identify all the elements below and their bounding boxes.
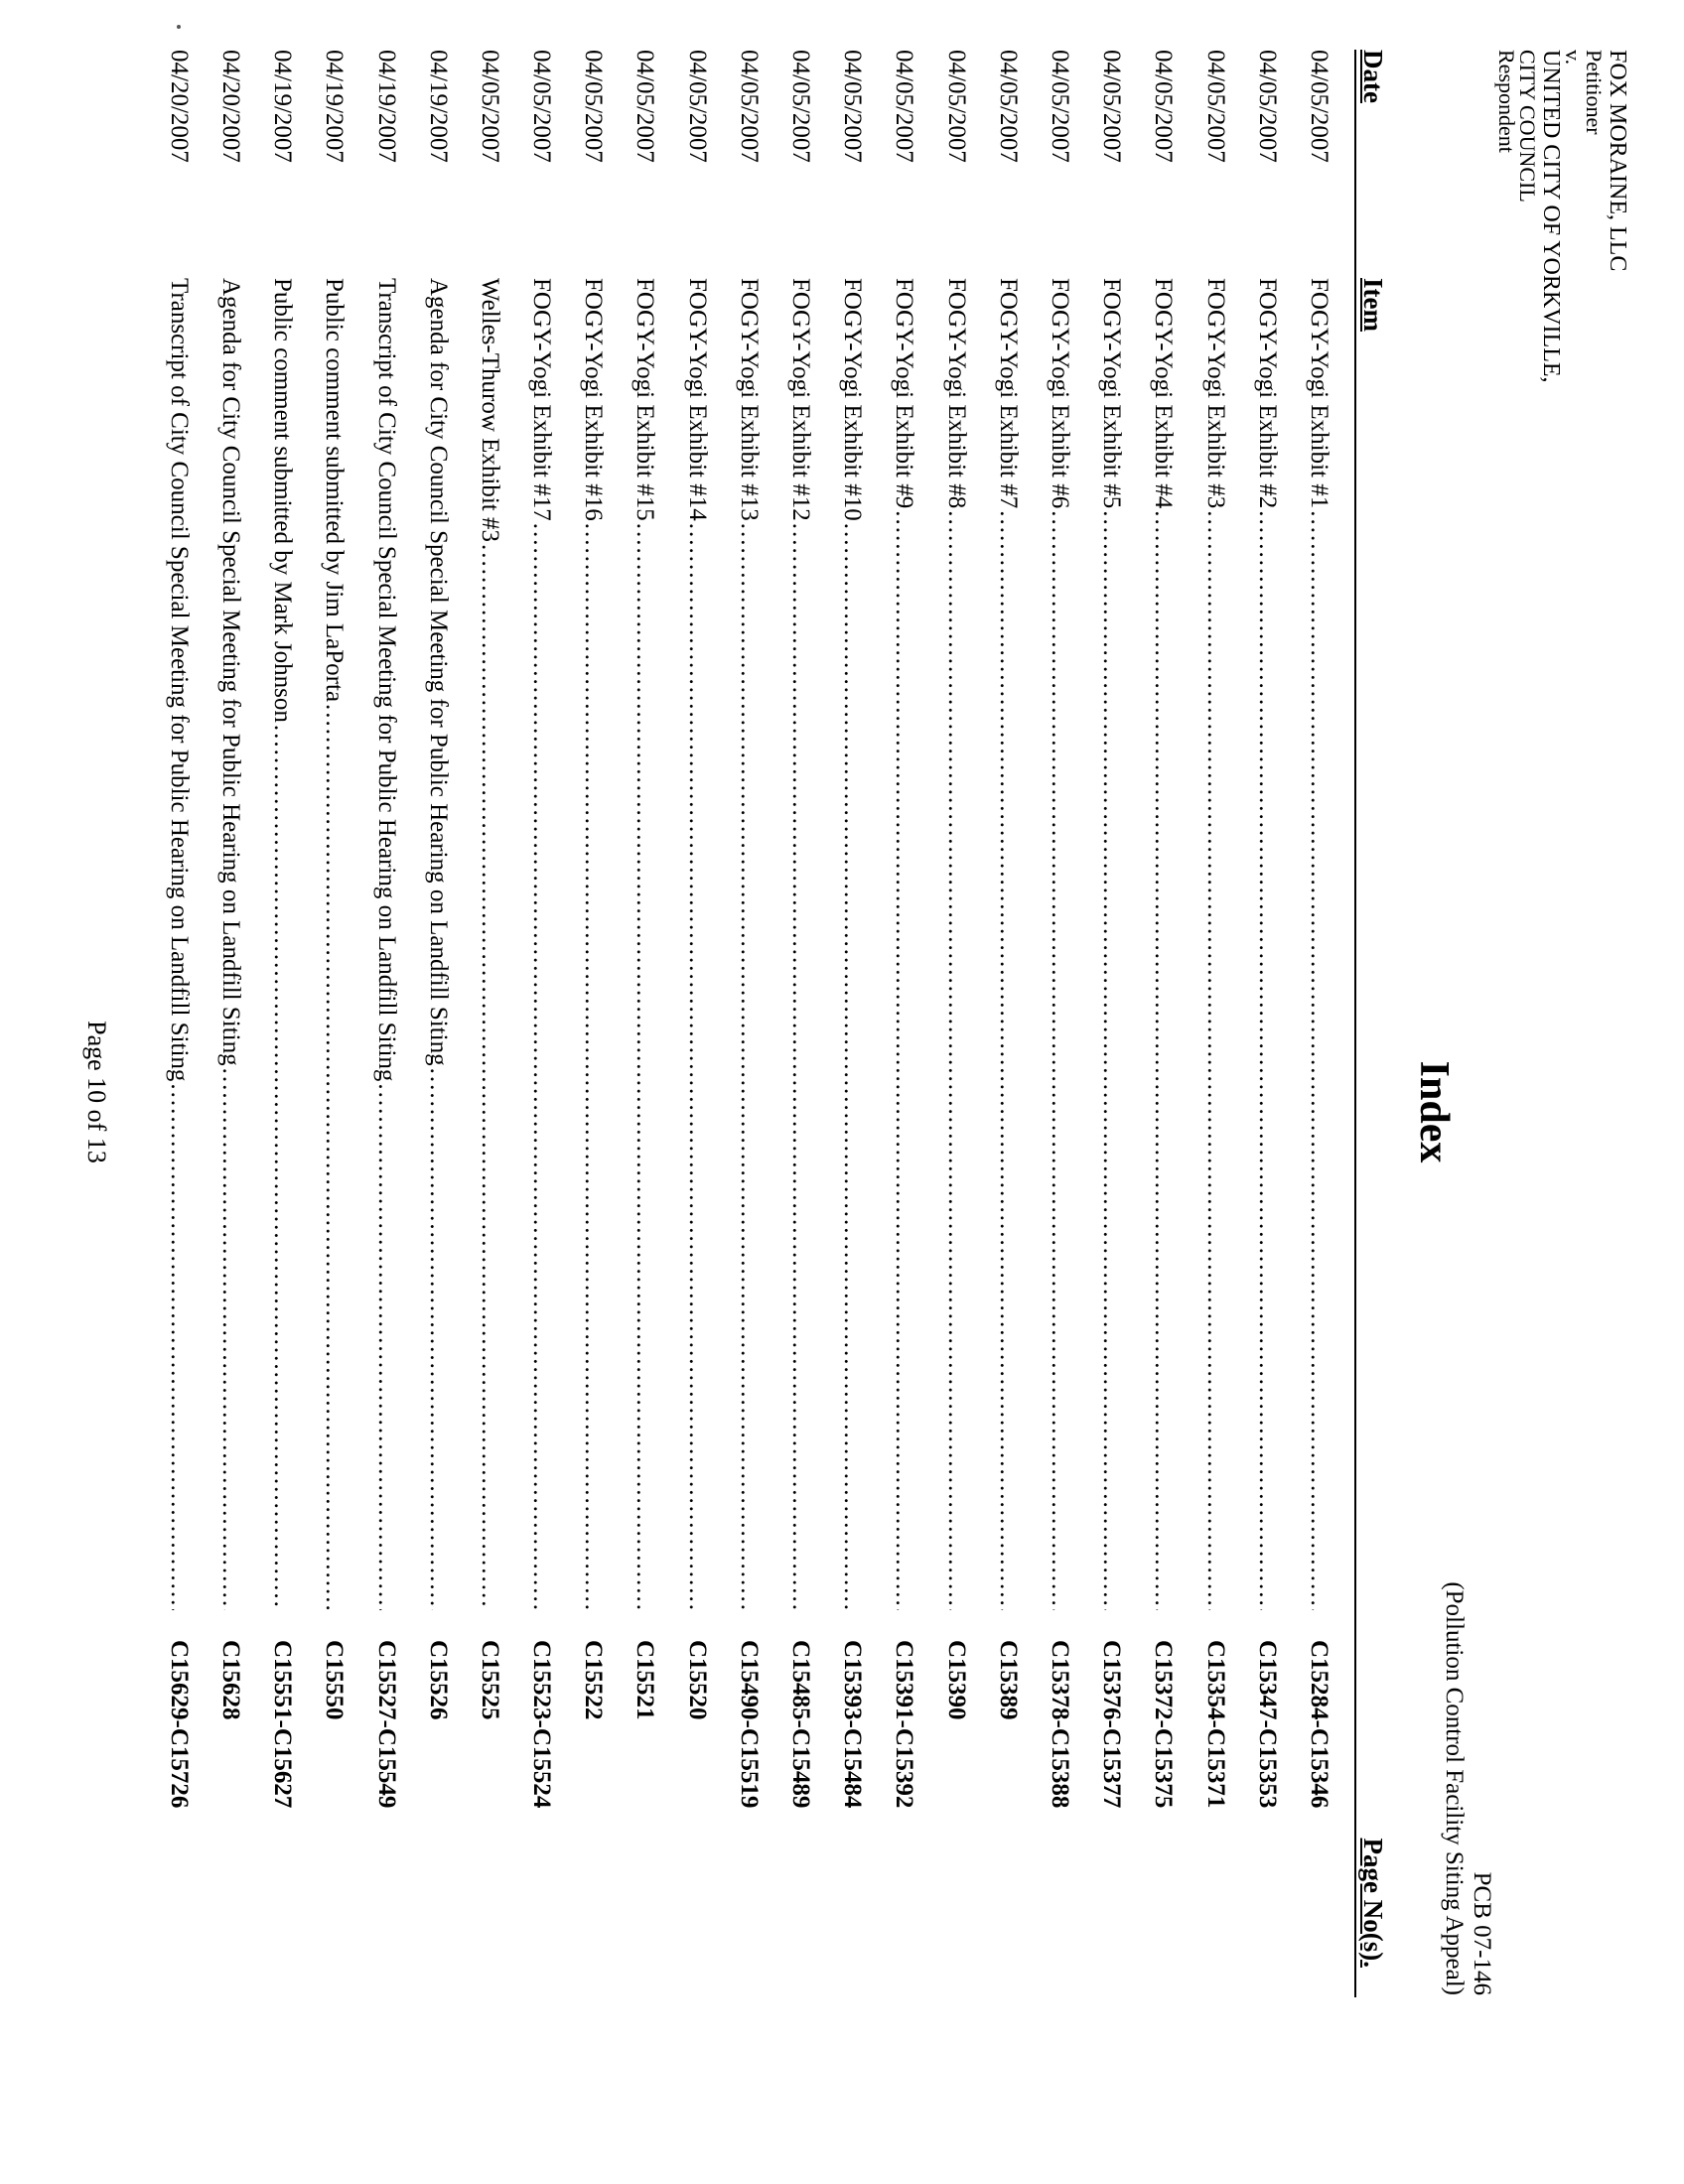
- row-page: C15521: [632, 1640, 659, 1720]
- row-item: Transcript of City Council Special Meeting for Public Hearing on Landfill Siting: [165, 278, 193, 1082]
- case-description: (Pollution Control Facility Siting Appeal): [1441, 1581, 1468, 1995]
- table-row: [308, 50, 359, 1997]
- row-item-cell: [786, 278, 814, 1610]
- row-item-cell: [838, 278, 866, 1610]
- row-page: C15523-C15524: [528, 1640, 556, 1809]
- row-item-cell: [683, 278, 711, 1610]
- row-page: C15389: [994, 1640, 1022, 1720]
- dot-leader: [268, 725, 296, 1610]
- respondent-role: Respondent: [1494, 50, 1519, 153]
- table-row: [1189, 50, 1240, 1997]
- row-item-cell: [424, 278, 452, 1610]
- header-item: Item: [1358, 278, 1388, 332]
- row-page: C15347-C15353: [1253, 1640, 1281, 1809]
- case-info: [1440, 1581, 1495, 1995]
- row-date: 04/20/2007: [216, 50, 244, 163]
- petitioner-role: Petitioner: [1582, 50, 1607, 135]
- row-item: FOGY-Yogi Exhibit #15: [632, 278, 659, 521]
- row-page: C15378-C15388: [1046, 1640, 1073, 1809]
- row-item: FOGY-Yogi Exhibit #16: [580, 278, 608, 521]
- row-item: FOGY-Yogi Exhibit #7: [994, 278, 1022, 509]
- row-item: FOGY-Yogi Exhibit #3: [1201, 278, 1229, 509]
- row-page: C15485-C15489: [787, 1640, 815, 1809]
- row-page: C15628: [216, 1640, 244, 1720]
- table-row: [515, 50, 567, 1997]
- dot-leader: [683, 523, 711, 1610]
- row-item: Welles-Thurow Exhibit #3: [476, 278, 503, 542]
- respondent-name-line2: CITY COUNCIL: [1515, 50, 1540, 203]
- table-row: [774, 50, 826, 1997]
- row-item-cell: [1305, 278, 1333, 1610]
- petitioner-name: FOX MORAINE, LLC: [1605, 50, 1630, 272]
- table-header: [1354, 50, 1394, 1997]
- row-page: C15354-C15371: [1201, 1640, 1229, 1809]
- dot-leader: [838, 523, 866, 1610]
- row-page: C15520: [683, 1640, 711, 1720]
- row-item: Transcript of City Council Special Meeting for Public Hearing on Landfill Siting: [372, 278, 400, 1082]
- table-row: [826, 50, 878, 1997]
- row-page: C15527-C15549: [372, 1640, 400, 1809]
- table-row: [982, 50, 1034, 1997]
- dot-leader: [786, 523, 814, 1610]
- table-row: [1241, 50, 1293, 1997]
- row-date: 04/05/2007: [735, 50, 763, 163]
- row-item-cell: [890, 278, 917, 1610]
- row-item-cell: [1201, 278, 1229, 1610]
- table-row: [1085, 50, 1137, 1997]
- row-date: 04/05/2007: [632, 50, 659, 163]
- header-page: Page No(s).: [1358, 1838, 1388, 1968]
- row-item: FOGY-Yogi Exhibit #14: [683, 278, 711, 521]
- scan-speck: [177, 25, 181, 29]
- dot-leader: [1097, 510, 1125, 1610]
- row-item-cell: [1046, 278, 1073, 1610]
- header-rule: [1354, 50, 1356, 1997]
- row-date: 04/05/2007: [1150, 50, 1178, 163]
- dot-leader: [424, 1068, 452, 1610]
- row-item-cell: [372, 278, 400, 1610]
- row-item: FOGY-Yogi Exhibit #1: [1305, 278, 1333, 509]
- row-page: C15522: [580, 1640, 608, 1720]
- row-item: FOGY-Yogi Exhibit #13: [735, 278, 763, 521]
- row-page: C15391-C15392: [891, 1640, 918, 1809]
- table-row: [153, 50, 205, 1997]
- row-item-cell: [942, 278, 970, 1610]
- dot-leader: [994, 510, 1022, 1610]
- row-page: C15372-C15375: [1150, 1640, 1178, 1809]
- dot-leader: [165, 1083, 193, 1610]
- page-title: Index: [1411, 1060, 1457, 1163]
- row-item-cell: [579, 278, 607, 1610]
- dot-leader: [1149, 510, 1177, 1610]
- table-row: [619, 50, 670, 1997]
- row-item-cell: [527, 278, 555, 1610]
- row-item: FOGY-Yogi Exhibit #9: [891, 278, 918, 509]
- row-page: C15393-C15484: [839, 1640, 867, 1809]
- case-number: PCB 07-146: [1469, 1871, 1495, 1995]
- row-item-cell: [735, 278, 763, 1610]
- respondent-name-line1: UNITED CITY OF YORKVILLE,: [1538, 50, 1564, 383]
- table-row: [567, 50, 619, 1997]
- table-row: [671, 50, 723, 1997]
- row-date: 04/19/2007: [321, 50, 349, 163]
- row-date: 04/05/2007: [528, 50, 556, 163]
- row-date: 04/05/2007: [476, 50, 503, 163]
- row-page: C15490-C15519: [735, 1640, 763, 1809]
- row-item-cell: [216, 278, 244, 1610]
- dot-leader: [735, 523, 763, 1610]
- row-item-cell: [165, 278, 193, 1610]
- row-item: Agenda for City Council Special Meeting for Public Hearing on Landfill Siting: [424, 278, 452, 1066]
- row-item: FOGY-Yogi Exhibit #6: [1046, 278, 1073, 509]
- dot-leader: [1253, 510, 1281, 1610]
- table-row: [205, 50, 256, 1997]
- row-item-cell: [994, 278, 1022, 1610]
- row-date: 04/05/2007: [787, 50, 815, 163]
- row-page: C15551-C15627: [269, 1640, 297, 1809]
- row-item: FOGY-Yogi Exhibit #4: [1150, 278, 1178, 509]
- row-page: C15525: [476, 1640, 503, 1720]
- row-item: FOGY-Yogi Exhibit #2: [1253, 278, 1281, 509]
- row-item: FOGY-Yogi Exhibit #12: [787, 278, 815, 521]
- row-item: Public comment submitted by Mark Johnson: [269, 278, 297, 723]
- row-date: 04/20/2007: [165, 50, 193, 163]
- row-date: 04/05/2007: [1046, 50, 1073, 163]
- table-row: [256, 50, 308, 1997]
- table-row: [464, 50, 515, 1997]
- dot-leader: [890, 510, 917, 1610]
- table-rows: [153, 50, 1344, 1997]
- row-date: 04/19/2007: [269, 50, 297, 163]
- header-date: Date: [1358, 50, 1388, 103]
- row-page: C15550: [321, 1640, 349, 1720]
- row-item-cell: [631, 278, 658, 1610]
- row-item-cell: [1149, 278, 1177, 1610]
- table-row: [359, 50, 411, 1997]
- row-date: 04/05/2007: [839, 50, 867, 163]
- dot-leader: [320, 704, 348, 1610]
- dot-leader: [372, 1083, 400, 1610]
- dot-leader: [631, 523, 658, 1610]
- row-item: FOGY-Yogi Exhibit #5: [1098, 278, 1126, 509]
- row-item: FOGY-Yogi Exhibit #8: [942, 278, 970, 509]
- row-item: FOGY-Yogi Exhibit #10: [839, 278, 867, 521]
- row-date: 04/05/2007: [683, 50, 711, 163]
- versus-label: v.: [1561, 50, 1586, 66]
- row-date: 04/19/2007: [424, 50, 452, 163]
- row-date: 04/05/2007: [1253, 50, 1281, 163]
- dot-leader: [1201, 510, 1229, 1610]
- row-date: 04/05/2007: [942, 50, 970, 163]
- row-date: 04/05/2007: [1098, 50, 1126, 163]
- row-page: C15390: [942, 1640, 970, 1720]
- table-row: [930, 50, 982, 1997]
- table-row: [412, 50, 464, 1997]
- table-row: [1034, 50, 1085, 1997]
- row-date: 04/05/2007: [994, 50, 1022, 163]
- row-item-cell: [1097, 278, 1125, 1610]
- case-caption: [1496, 50, 1629, 383]
- table-row: [1293, 50, 1344, 1997]
- index-table: [153, 50, 1394, 1997]
- table-row: [878, 50, 929, 1997]
- row-page: C15284-C15346: [1305, 1640, 1333, 1809]
- row-date: 04/05/2007: [891, 50, 918, 163]
- row-item-cell: [268, 278, 296, 1610]
- row-page: C15629-C15726: [165, 1640, 193, 1809]
- dot-leader: [527, 523, 555, 1610]
- row-item: Agenda for City Council Special Meeting for Public Hearing on Landfill Siting: [216, 278, 244, 1066]
- row-date: 04/19/2007: [372, 50, 400, 163]
- table-row: [1137, 50, 1189, 1997]
- row-date: 04/05/2007: [1305, 50, 1333, 163]
- row-item: Public comment submitted by Jim LaPorta: [321, 278, 349, 703]
- row-item: FOGY-Yogi Exhibit #17: [528, 278, 556, 521]
- dot-leader: [579, 523, 607, 1610]
- row-page: C15526: [424, 1640, 452, 1720]
- row-item-cell: [320, 278, 348, 1610]
- row-date: 04/05/2007: [1201, 50, 1229, 163]
- row-page: C15376-C15377: [1098, 1640, 1126, 1809]
- table-row: [723, 50, 774, 1997]
- page-number: Page 10 of 13: [82, 1021, 111, 1163]
- row-item-cell: [476, 278, 503, 1610]
- dot-leader: [942, 510, 970, 1610]
- dot-leader: [476, 544, 503, 1610]
- row-date: 04/05/2007: [580, 50, 608, 163]
- row-item-cell: [1253, 278, 1281, 1610]
- dot-leader: [216, 1068, 244, 1610]
- dot-leader: [1305, 510, 1333, 1610]
- dot-leader: [1046, 510, 1073, 1610]
